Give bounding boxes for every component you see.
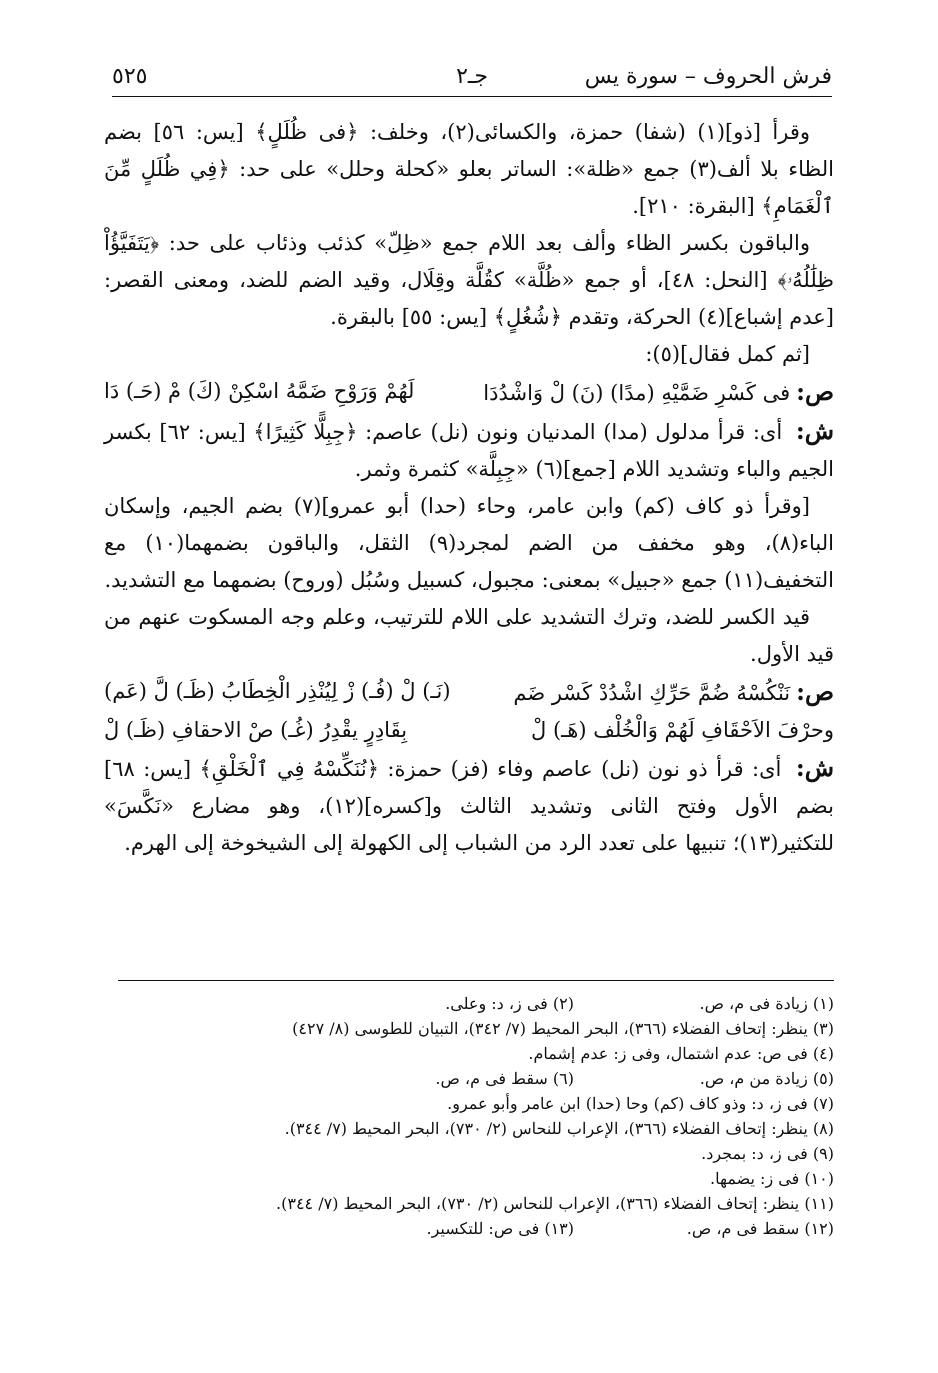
paragraph: وقرأ [ذو](١) (شفا) حمزة، والكسائى(٢)، وخلف: ﴿فى ظُلَلٍ﴾ [يس: ٥٦] بضم الظاء بلا ألف(٣) جمع «ظلة»: الساتر بعلو «كحلة وحلل» على حد: ﴿فِي ظُلَلٍ مِّنَ ٱلْغَمَامِ﴾ [البقرة: ٢١٠]. (104, 120, 834, 218)
footnote-row (118, 1141, 834, 1166)
footnote-row (118, 1116, 834, 1141)
commentary-text: أى: قرأ مدلول (مدا) المدنيان ونون (نل) عاصم: ﴿جِبِلًّا كَثِيرًا﴾ [يس: ٦٢] بكسر الجيم والباء وتشديد اللام [جمع](٦) «جِبِلَّة» كثمرة وثمر. (104, 420, 834, 481)
paragraph: والباقون بكسر الظاء وألف بعد اللام جمع «ظِلّ» كذئب وذئاب على حد: ﴿يَتَفَيَّؤُاْ ظِلَٰلُهُۥ﴾ [النحل: ٤٨]، أو جمع «ظُلَّة» كقُلَّة وقِلَال، وقيد الضم للضد، ومعنى القصر: [عدم إشباع](٤) الحركة، وتقدم ﴿شُغُلٍ﴾ [يس: ٥٥] بالبقرة. (104, 231, 834, 329)
verse-line (104, 373, 834, 412)
verse-marker: ص: (796, 677, 834, 706)
verse-hemistich: وحرْفَ الاَحْقَافِ لَهُمْ وَالْخُلْف (هَـ) لْ (531, 718, 834, 742)
footnote-row (118, 1041, 834, 1066)
verse-right (483, 373, 834, 412)
header-volume: جـ٢ (456, 64, 488, 89)
footnote-row (118, 1066, 834, 1091)
verse-hemistich: نَنْكُسْهُ ضُمَّ حَرِّكِ اشْدُدْ كَسْر ضَم (513, 681, 791, 705)
footnote: (١٣) فى ص: للتكسير. (426, 1219, 574, 1238)
footnote: (٢) فى ز، د: وعلى. (445, 994, 574, 1013)
verse-marker: ص: (796, 377, 834, 406)
footnote: (١٢) سقط فى م، ص. (686, 1219, 834, 1238)
footnote-row (118, 1216, 834, 1241)
header-title: فرش الحروف – سورة يس (584, 64, 832, 89)
footnote-row (118, 1191, 834, 1216)
footnote: (٨) ينظر: إتحاف الفضلاء (٣٦٦)، الإعراب للنحاس (٢/ ٧٣٠)، البحر المحيط (٧/ ٣٤٤). (284, 1119, 834, 1138)
footnote-row (118, 1166, 834, 1191)
footnote-row (118, 1091, 834, 1116)
footnote: (١٠) فى ز: يضمها. (710, 1169, 834, 1188)
main-text (104, 114, 834, 862)
footnote: (١) زيادة فى م، ص. (699, 994, 834, 1013)
footnote-row (118, 1016, 834, 1041)
footnote: (٥) زيادة من م، ص. (699, 1069, 834, 1088)
verse-hemistich: فى كَسْرِ ضَمَّيْهِ (مدًا) (نَ) لْ وَاشْدُدَا (483, 381, 791, 405)
verse-hemistich: (نَـ) لْ (فُـ) زْ لِيُنْذِر الْخِطَابُ (ظَـ) لَّ (عَم) (104, 679, 451, 703)
commentary-text: أى: قرأ ذو نون (نل) عاصم وفاء (فز) حمزة: ﴿نُنَكِّسْهُ فِي ٱلْخَلْقِ﴾ [يس: ٦٨] بضم الأول وفتح الثانى وتشديد الثالث و[كسره](١٢)، وهو مضارع «نَكَّسَ» للتكثير(١٣)؛ تنبيها على تعدد الرد من الشباب إلى الكهولة إلى الشيخوخة إلى الهرم. (104, 757, 834, 855)
running-header (112, 62, 832, 97)
paragraph: [ثم كمل فقال](٥): (645, 342, 810, 366)
footnote-row (118, 991, 834, 1016)
commentary-marker: ش: (795, 416, 834, 445)
footnote: (٩) فى ز، د: بمجرد. (701, 1144, 834, 1163)
commentary (104, 749, 834, 862)
footnote: (٤) فى ص: عدم اشتمال، وفى ز: عدم إشمام. (528, 1044, 834, 1063)
commentary-marker: ش: (795, 753, 834, 782)
verse-right (513, 673, 834, 712)
footnotes (118, 980, 834, 1241)
page-number: ٥٢٥ (112, 64, 148, 89)
commentary (104, 412, 834, 488)
paragraph: قيد الكسر للضد، وترك التشديد على اللام للترتيب، وعلم وجه المسكوت عنهم من قيد الأول. (104, 605, 834, 666)
verse-hemistich: بِقَادِرٍ يقْدِرُ (غُـ) صْ الاحقافِ (ظَـ) لْ (104, 718, 408, 742)
footnote: (٧) فى ز، د: وذو كاف (كم) وحا (حدا) ابن عامر وأبو عمرو. (447, 1094, 834, 1113)
paragraph: [وقرأ ذو كاف (كم) وابن عامر، وحاء (حدا) أبو عمرو](٧) بضم الجيم، وإسكان الباء(٨)، وهو مخفف من الضم لمجرد(٩) الثقل، والباقون بضمهما(١٠) مع التخفيف(١١) جمع «جبيل» بمعنى: مجبول، كسبيل وسُبُل (وروح) بضمهما مع التشديد. (104, 494, 834, 592)
footnote: (٦) سقط فى م، ص. (435, 1069, 574, 1088)
footnote: (٣) ينظر: إتحاف الفضلاء (٣٦٦)، البحر المحيط (٧/ ٣٤٢)، التبيان للطوسى (٨/ ٤٢٧) (292, 1019, 834, 1038)
verse-line (104, 673, 834, 712)
footnote: (١١) ينظر: إتحاف الفضلاء (٣٦٦)، الإعراب للنحاس (٢/ ٧٣٠)، البحر المحيط (٧/ ٣٤٤). (276, 1194, 834, 1213)
verse-line (104, 712, 834, 749)
verse-hemistich: لَهُمْ وَرَوْحِ ضَمَّهُ اسْكِنْ (كَ) مْ (حَـ) دَا (104, 379, 415, 403)
